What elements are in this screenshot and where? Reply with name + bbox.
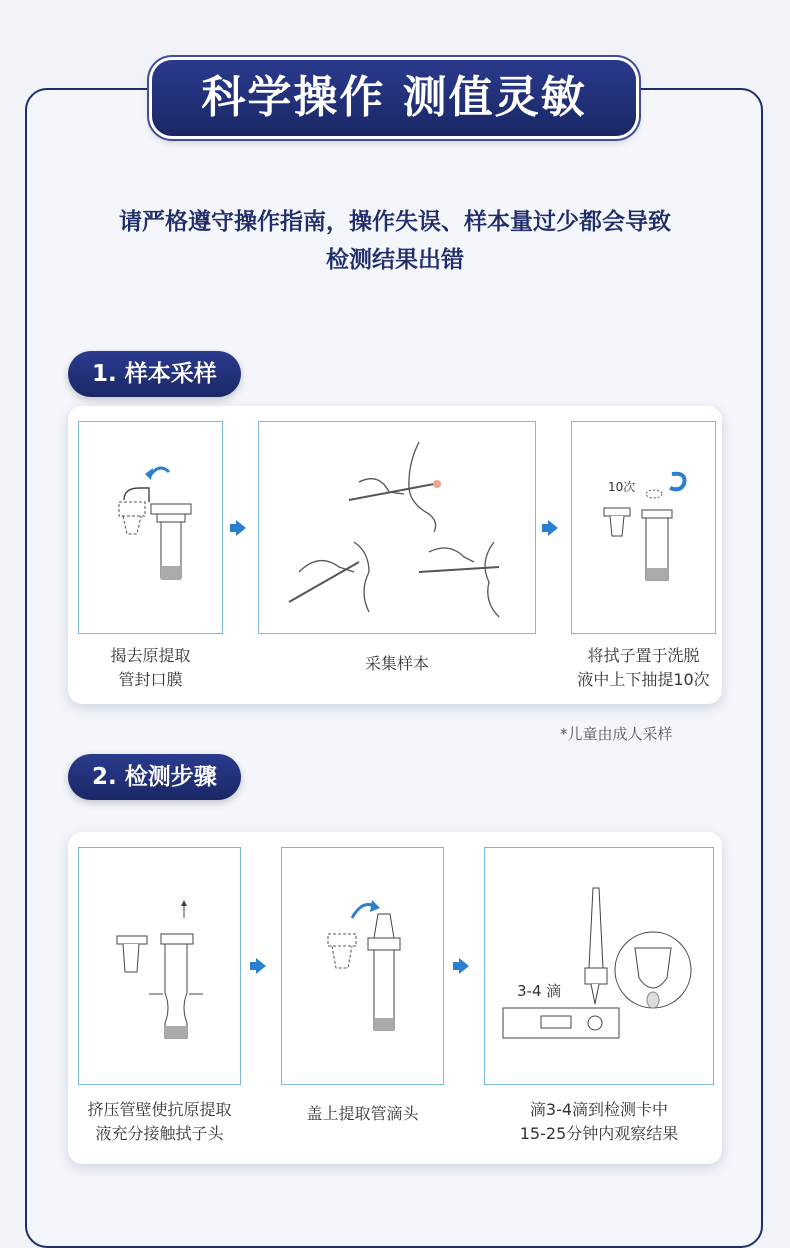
page-title: 科学操作 测值灵敏 — [152, 60, 636, 136]
intro-line-1: 请严格遵守操作指南，操作失误、样本量过少都会导致 — [119, 209, 671, 235]
step-4-caption-line-2: 液充分接触拭子头 — [95, 1124, 224, 1143]
step-1-caption-line-2: 管封口膜 — [118, 670, 183, 689]
step-swab-extraction-illustration — [571, 421, 716, 634]
section-1-card — [68, 406, 722, 704]
step-5-caption-line-1: 盖上提取管滴头 — [306, 1104, 419, 1123]
step-drop-test-card-illustration — [484, 847, 714, 1085]
step-3-label: 10次 — [608, 480, 636, 494]
arrow-icon — [256, 958, 266, 974]
section-2-heading: 2. 检测步骤 — [68, 754, 241, 800]
step-2-caption-line-1: 采集样本 — [364, 654, 429, 673]
arrow-icon — [459, 958, 469, 974]
step-3-caption-line-1: 将拭子置于洗脱 — [587, 646, 700, 665]
drop-count-label: 3-4 滴 — [517, 982, 562, 1000]
step-6-caption-line-2: 15-25分钟内观察结果 — [519, 1124, 679, 1143]
step-1-caption-line-1: 揭去原提取 — [110, 646, 191, 665]
children-note: *儿童由成人采样 — [560, 725, 673, 743]
intro-line-2: 检测结果出错 — [326, 247, 464, 273]
section-2-card — [68, 832, 722, 1164]
step-peel-seal-illustration — [78, 421, 223, 634]
step-3-caption-line-2: 液中上下抽提10次 — [577, 670, 710, 689]
step-6-caption-line-1: 滴3-4滴到检测卡中 — [529, 1100, 669, 1119]
step-4-caption-line-1: 挤压管壁使抗原提取 — [87, 1100, 232, 1119]
step-cap-dropper-illustration — [281, 847, 444, 1085]
arrow-icon — [548, 520, 558, 536]
section-1-heading: 1. 样本采样 — [68, 351, 241, 397]
step-squeeze-tube-illustration — [78, 847, 241, 1085]
step-collect-sample-illustration — [258, 421, 536, 634]
arrow-icon — [236, 520, 246, 536]
